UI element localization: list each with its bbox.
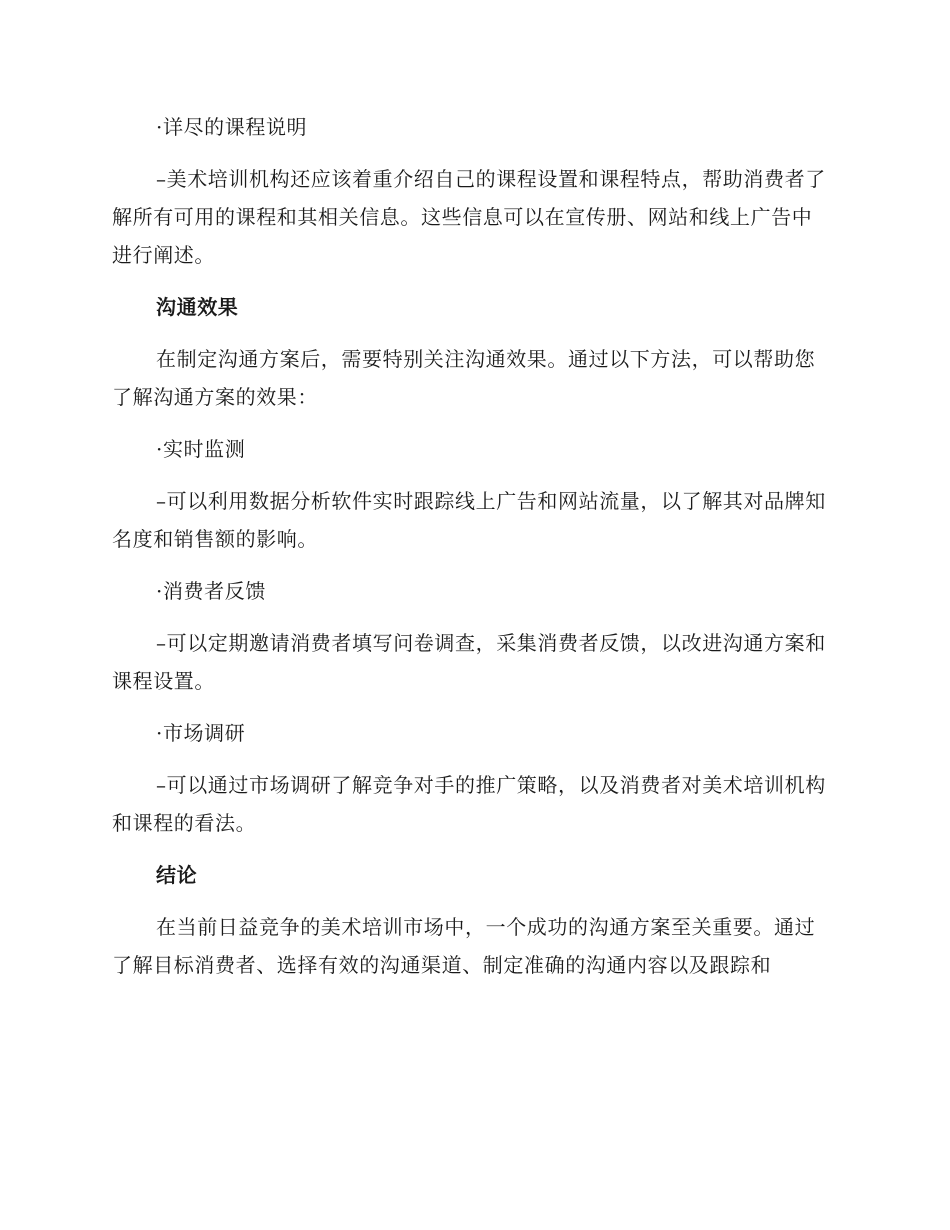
- bullet-realtime-monitoring: ·实时监测: [156, 437, 246, 461]
- bullet-consumer-feedback: ·消费者反馈: [156, 579, 266, 603]
- document-page: [112, 108, 832, 984]
- paragraph-course-description: –美术培训机构还应该着重介绍自己的课程设置和课程特点，帮助消费者了解所有可用的课程和其相关信息。这些信息可以在宣传册、网站和线上广告中进行阐述。: [112, 167, 826, 267]
- paragraph-conclusion: 在当前日益竞争的美术培训市场中，一个成功的沟通方案至关重要。通过了解目标消费者、选择有效的沟通渠道、制定准确的沟通内容以及跟踪和: [112, 915, 816, 977]
- paragraph-communication-effect-intro: 在制定沟通方案后，需要特别关注沟通效果。通过以下方法，可以帮助您了解沟通方案的效果：: [112, 347, 816, 409]
- bullet-market-research: ·市场调研: [156, 721, 246, 745]
- paragraph-market-research: –可以通过市场调研了解竞争对手的推广策略，以及消费者对美术培训机构和课程的看法。: [112, 773, 826, 835]
- paragraph-realtime-monitoring: –可以利用数据分析软件实时跟踪线上广告和网站流量，以了解其对品牌知名度和销售额的影响。: [112, 489, 826, 551]
- section-heading-conclusion: 结论: [156, 863, 198, 887]
- bullet-course-description: ·详尽的课程说明: [156, 115, 308, 139]
- paragraph-consumer-feedback: –可以定期邀请消费者填写问卷调查，采集消费者反馈，以改进沟通方案和课程设置。: [112, 631, 826, 693]
- section-heading-communication-effect: 沟通效果: [156, 295, 239, 319]
